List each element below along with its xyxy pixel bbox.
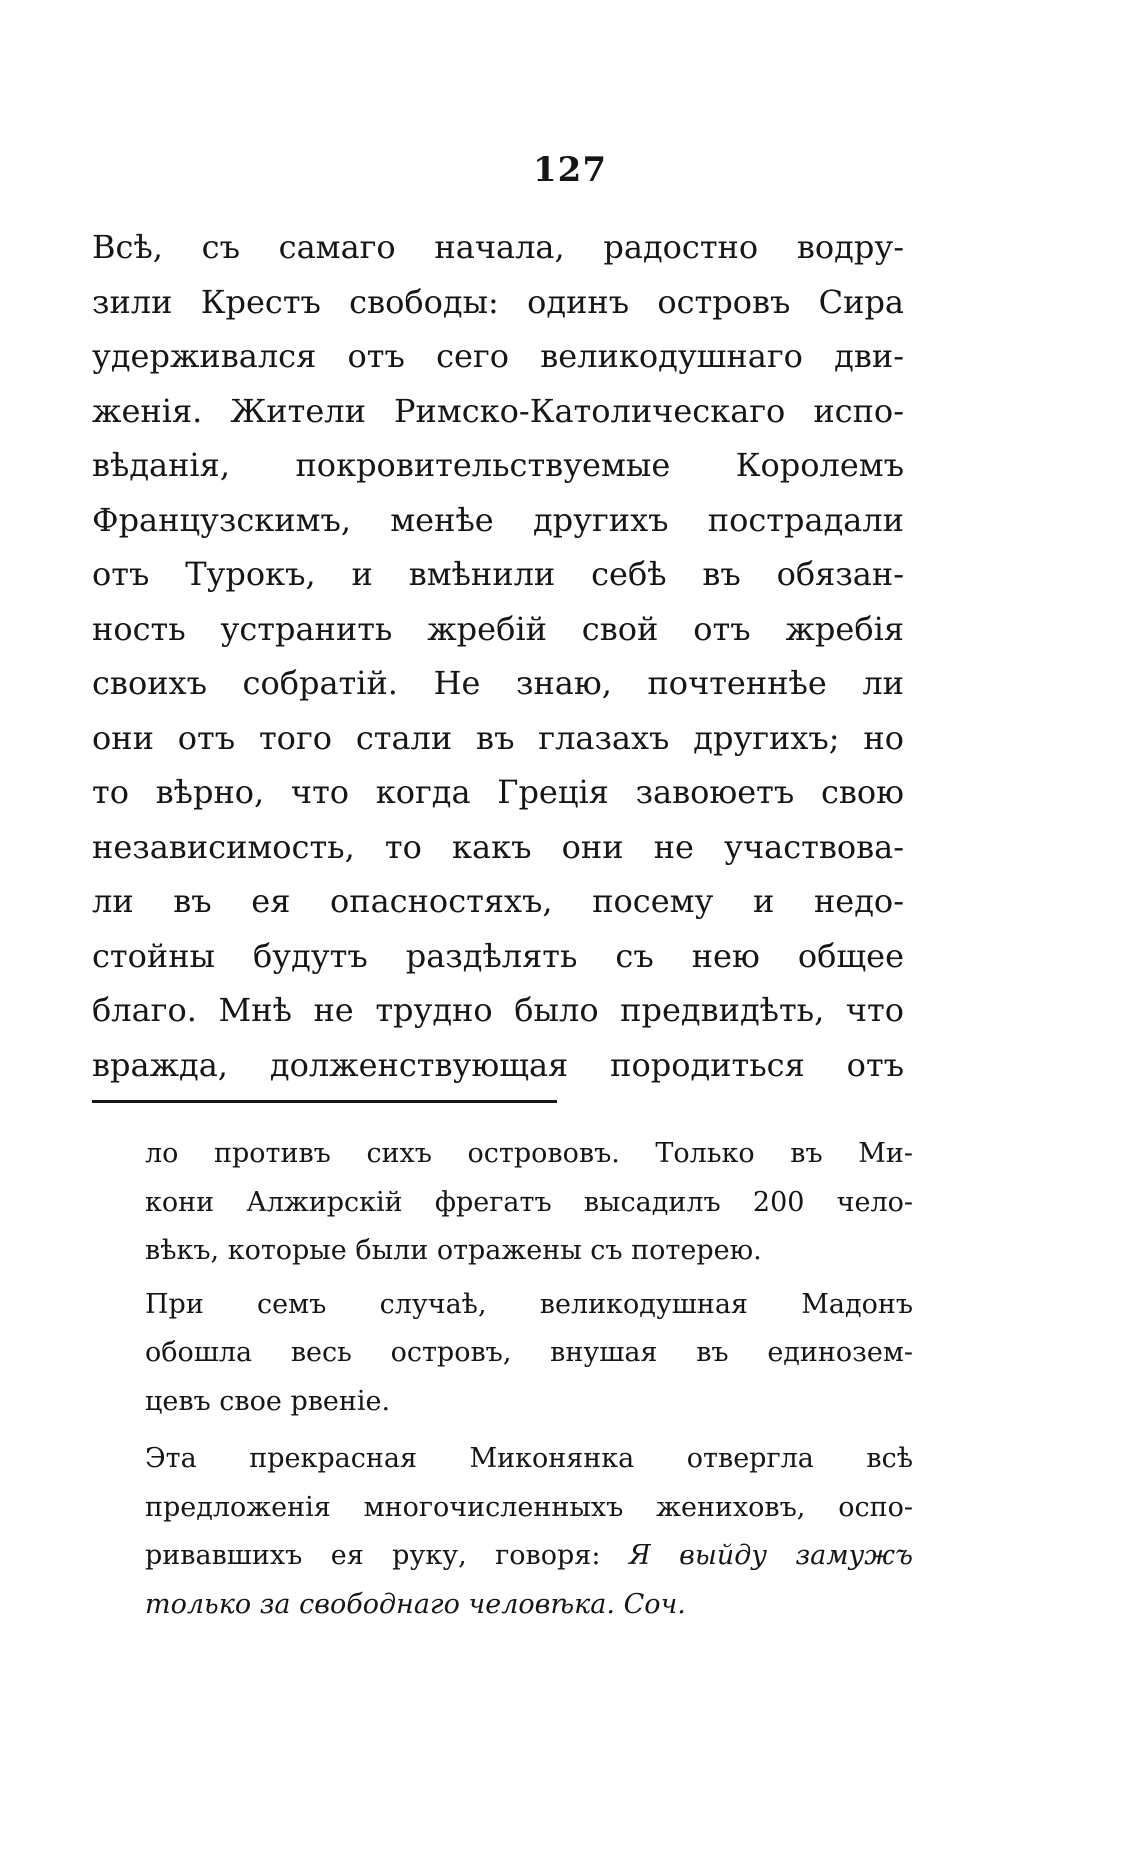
- text-line: стойны будутъ раздѣлять съ нею общее: [92, 936, 904, 975]
- text-line: Французскимъ, менѣе другихъ пострадали: [92, 500, 904, 539]
- text-line: то вѣрно, что когда Греція завоюетъ свою: [92, 773, 904, 811]
- text-line: ность устранить жребій свой отъ жребія: [92, 609, 904, 648]
- page-number: 127: [533, 150, 607, 190]
- footnote-line: цевъ свое рвеніе.: [145, 1385, 391, 1417]
- footnote-quote: только за свободнаго человѣка.: [145, 1588, 615, 1620]
- text-line: своихъ собратій. Не знаю, почтеннѣе ли: [92, 664, 904, 702]
- main-text-body: [92, 220, 904, 1092]
- footnote-line: [145, 1532, 913, 1581]
- text-line: ли въ ея опасностяхъ, посему и недо-: [92, 882, 904, 920]
- text-line: Всѣ, съ самаго начала, радостно водру-: [92, 228, 904, 266]
- footnote-line: При семъ случаѣ, великодушная Мадонъ: [145, 1288, 913, 1320]
- footnote-text: ривавшихъ ея руку, говоря:: [145, 1540, 601, 1571]
- footnote-attribution: Соч.: [623, 1588, 686, 1620]
- text-line: женія. Жители Римско-Католическаго испо-: [92, 391, 904, 430]
- footnote-line: Эта прекрасная Миконянка отвергла всѣ: [145, 1443, 913, 1474]
- text-line: зили Крестъ свободы: одинъ островъ Сира: [92, 282, 904, 321]
- text-line: они отъ того стали въ глазахъ другихъ; но: [92, 718, 904, 757]
- footnote-line: обошла весь островъ, внушая въ единозем-: [145, 1337, 913, 1368]
- text-line: отъ Турокъ, и вмѣнили себѣ въ обязан-: [92, 555, 904, 593]
- footnote-line: [145, 1581, 913, 1630]
- text-line: благо. Мнѣ не трудно было предвидѣть, что: [92, 991, 904, 1029]
- text-line: независимость, то какъ они не участвова-: [92, 827, 904, 866]
- text-line: вѣданія, покровительствуемые Королемъ: [92, 446, 904, 484]
- footnote-quote: Я выйду замужъ: [628, 1540, 913, 1571]
- footnote-line: кони Алжирскій фрегатъ высадилъ 200 чело-: [145, 1186, 913, 1218]
- footnote-line: ло противъ сихъ острововъ. Только въ Ми-: [145, 1138, 913, 1169]
- footnote: [145, 1130, 913, 1629]
- text-line: вражда, долженствующая породиться отъ: [92, 1045, 904, 1084]
- text-line: удерживался отъ сего великодушнаго дви-: [92, 337, 904, 375]
- footnote-line: предложенія многочисленныхъ жениховъ, оспо-: [145, 1491, 913, 1523]
- footnote-divider: [92, 1100, 557, 1103]
- footnote-line: вѣкъ, которые были отражены съ потерею.: [145, 1235, 762, 1266]
